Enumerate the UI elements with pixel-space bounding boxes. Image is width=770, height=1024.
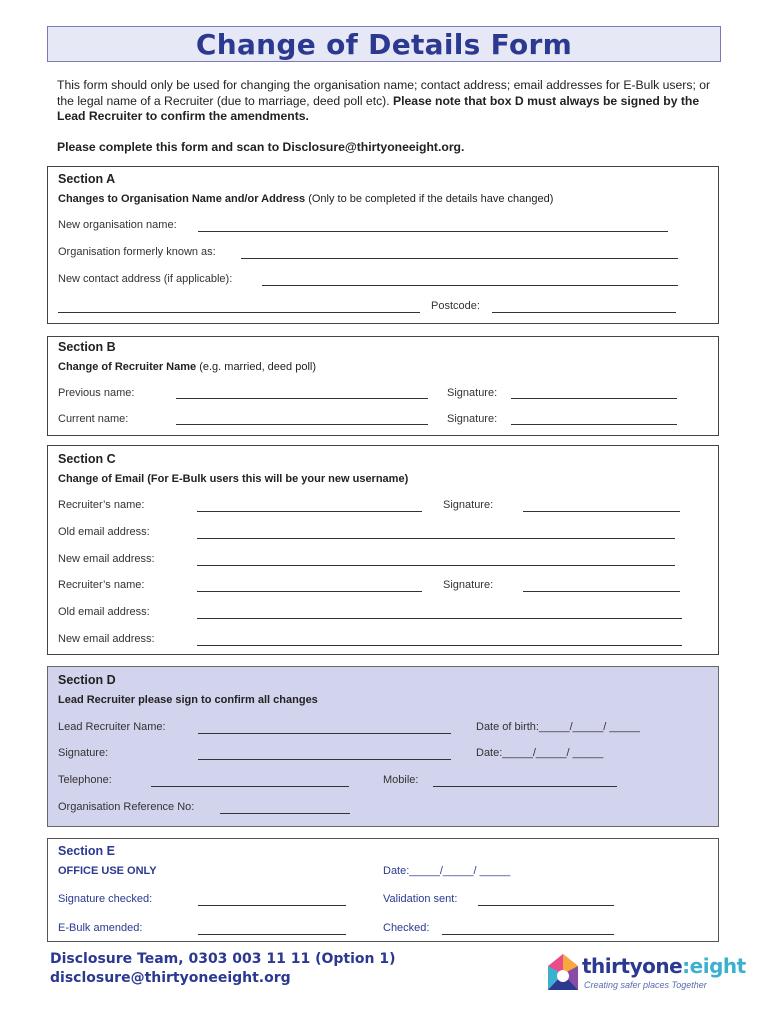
recruiter-signature-field-1[interactable] [523, 511, 680, 512]
previous-name-field[interactable] [176, 398, 428, 399]
recruiter-name-field-1[interactable] [197, 511, 422, 512]
formerly-field[interactable] [241, 258, 678, 259]
new-org-label: New organisation name: [58, 219, 177, 231]
org-ref-label: Organisation Reference No: [58, 801, 195, 813]
section-a [47, 166, 719, 324]
telephone-label: Telephone: [58, 774, 112, 786]
logo-wordmark [582, 954, 746, 978]
recruiter-name-field-2[interactable] [197, 591, 422, 592]
lead-signature-label: Signature: [58, 747, 109, 759]
logo-word-sep: : [682, 954, 690, 978]
org-ref-field[interactable] [220, 813, 350, 814]
current-name-label: Current name: [58, 413, 129, 425]
house-logo-icon [546, 952, 580, 992]
section-c [47, 445, 719, 655]
section-b-sub-bold: Change of Recruiter Name [58, 361, 197, 373]
section-a-sub-rest: (Only to be completed if the details have changed) [305, 193, 554, 205]
section-b-heading: Section B [58, 340, 116, 354]
current-name-field[interactable] [176, 424, 428, 425]
old-email-label-2: Old email address: [58, 606, 150, 618]
contact-label: New contact address (if applicable): [58, 273, 233, 285]
recruiter-signature-label-2: Signature: [443, 579, 494, 591]
new-email-field-2[interactable] [197, 645, 682, 646]
dob-field[interactable]: Date of birth:_____/_____/ _____ [476, 721, 640, 733]
section-c-sub-bold: Change of Email (For E-Bulk users this will be your new username) [58, 473, 409, 485]
intro-text: This form should only be used for changing the organisation name; contact address; email addresses for E-Bulk users; or the legal name of a Recruiter (due to marriage, deed poll etc). [57, 78, 711, 108]
contact-field[interactable] [262, 285, 678, 286]
thirtyoneeight-logo [546, 950, 746, 996]
section-a-subheading [58, 193, 553, 205]
new-email-label-1: New email address: [58, 553, 155, 565]
section-c-heading: Section C [58, 452, 116, 466]
footer-email[interactable]: disclosure@thirtyoneeight.org [50, 970, 291, 986]
new-org-field[interactable] [198, 231, 668, 232]
section-e [47, 838, 719, 942]
page-title: Change of Details Form [195, 27, 573, 61]
telephone-field[interactable] [151, 786, 349, 787]
signature-checked-field[interactable] [198, 905, 346, 906]
contact-field-2[interactable] [58, 312, 420, 313]
office-use-text: OFFICE USE ONLY [58, 865, 157, 877]
section-b-subheading [58, 361, 316, 373]
new-email-label-2: New email address: [58, 633, 155, 645]
section-d-subheading [58, 694, 318, 706]
intro-bold: Please note that box D must always be signed by the Lead Recruiter to confirm the amendments. [57, 93, 700, 124]
previous-name-label: Previous name: [58, 387, 135, 399]
lead-recruiter-name-label: Lead Recruiter Name: [58, 721, 166, 733]
office-use-label [58, 865, 157, 877]
title-box [47, 26, 721, 62]
old-email-field-1[interactable] [197, 538, 675, 539]
section-c-subheading [58, 473, 408, 485]
previous-signature-label: Signature: [447, 387, 498, 399]
checked-label: Checked: [383, 922, 430, 934]
previous-signature-field[interactable] [511, 398, 677, 399]
current-signature-field[interactable] [511, 424, 677, 425]
mobile-label: Mobile: [383, 774, 419, 786]
section-d [47, 666, 719, 827]
logo-word-end: eight [689, 954, 746, 978]
current-signature-label: Signature: [447, 413, 498, 425]
complete-instruction: Please complete this form and scan to Disclosure@thirtyoneeight.org. [57, 140, 465, 154]
section-b-sub-rest: (e.g. married, deed poll) [196, 361, 316, 373]
lead-signature-field[interactable] [198, 759, 451, 760]
signature-checked-label: Signature checked: [58, 893, 153, 905]
postcode-field[interactable] [492, 312, 676, 313]
lead-date-field[interactable]: Date:_____/_____/ _____ [476, 747, 604, 759]
section-d-heading: Section D [58, 673, 116, 687]
validation-sent-label: Validation sent: [383, 893, 458, 905]
recruiter-signature-label-1: Signature: [443, 499, 494, 511]
logo-word-main: thirtyone [582, 954, 683, 978]
new-email-field-1[interactable] [197, 565, 675, 566]
section-a-sub-bold: Changes to Organisation Name and/or Address [58, 193, 306, 205]
recruiter-signature-field-2[interactable] [523, 591, 680, 592]
formerly-label: Organisation formerly known as: [58, 246, 216, 258]
section-d-sub-bold: Lead Recruiter please sign to confirm all changes [58, 694, 318, 706]
section-b [47, 336, 719, 436]
section-a-heading: Section A [58, 172, 116, 186]
footer-phone: Disclosure Team, 0303 003 11 11 (Option 1) [50, 951, 396, 967]
checked-field[interactable] [442, 934, 614, 935]
ebulk-amended-label: E-Bulk amended: [58, 922, 143, 934]
postcode-label: Postcode: [431, 300, 480, 312]
intro-paragraph [57, 78, 727, 125]
validation-sent-field[interactable] [478, 905, 614, 906]
recruiter-name-label-1: Recruiter’s name: [58, 499, 145, 511]
old-email-label-1: Old email address: [58, 526, 150, 538]
office-date-field[interactable]: Date:_____/_____/ _____ [383, 865, 511, 877]
lead-recruiter-name-field[interactable] [198, 733, 451, 734]
mobile-field[interactable] [433, 786, 617, 787]
recruiter-name-label-2: Recruiter’s name: [58, 579, 145, 591]
old-email-field-2[interactable] [197, 618, 682, 619]
section-e-heading: Section E [58, 844, 115, 858]
ebulk-amended-field[interactable] [198, 934, 346, 935]
logo-tagline: Creating safer places Together [584, 980, 707, 990]
